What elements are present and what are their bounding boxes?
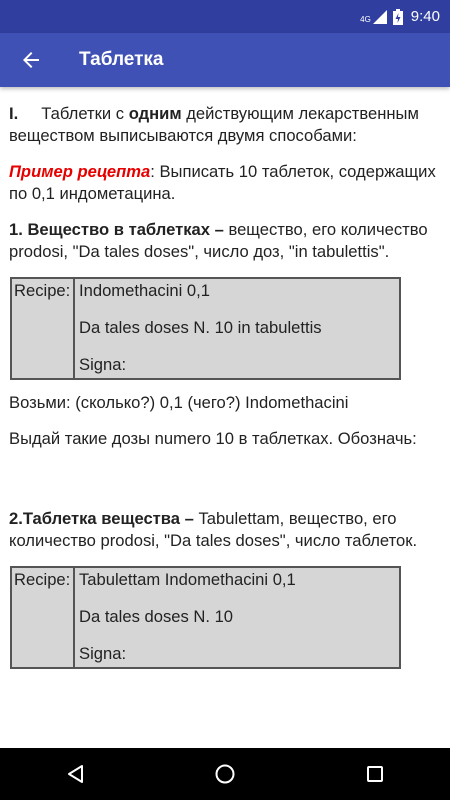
example-paragraph: [9, 161, 441, 205]
recipe-line: Tabulettam Indomethacini 0,1: [79, 570, 296, 589]
recipe-label: Recipe:: [11, 567, 74, 668]
system-nav-bar: [0, 748, 450, 800]
example-text: : Выписать 10 таблеток, содержащих по 0,1 индометацина.: [9, 162, 436, 203]
method1-heading: 1. Вещество в таблетках –: [9, 220, 224, 239]
intro-text-before: Таблетки с: [41, 104, 129, 123]
recipe-table-1: [10, 277, 401, 380]
method1-paragraph: [9, 219, 441, 263]
nav-back-button[interactable]: [45, 748, 105, 800]
clock: 9:40: [410, 8, 440, 25]
nav-recents-icon: [365, 764, 385, 784]
app-bar: [0, 33, 450, 87]
recipe-line: Da tales doses N. 10: [79, 607, 234, 626]
recipe-line: Da tales doses N. 10 in tabulettis: [79, 318, 322, 337]
nav-home-button[interactable]: [195, 748, 255, 800]
recipe-line: Signa:: [79, 355, 127, 374]
explain-line-2: Выдай такие дозы numero 10 в таблетках. Обозначь:: [9, 429, 417, 448]
recipe-line: Indomethacini 0,1: [79, 281, 210, 300]
example-label: Пример рецепта: [9, 162, 151, 181]
back-button[interactable]: [0, 33, 62, 87]
method2-heading: 2.Таблетка вещества –: [9, 509, 194, 528]
nav-home-icon: [214, 763, 236, 785]
nav-recents-button[interactable]: [345, 748, 405, 800]
cell-signal-icon: [360, 10, 387, 24]
recipe-line: Signa:: [79, 644, 127, 663]
intro-numeral: I.: [9, 104, 19, 123]
intro-bold: одним: [128, 104, 182, 123]
recipe-table-2: [10, 566, 401, 669]
explain-line-1: Возьми: (сколько?) 0,1 (чего?) Indomethacini: [9, 393, 349, 412]
intro-paragraph: [9, 103, 441, 147]
nav-back-icon: [66, 764, 84, 784]
article-content[interactable]: [0, 87, 450, 748]
method2-text: Tabulettam, вещество, его количество prodosi, "Da tales doses", число таблеток.: [9, 509, 418, 550]
method1-text: вещество, его количество prodosi, "Da tales doses", число доз, "in tabulettis".: [9, 220, 428, 261]
page-title: Таблетка: [79, 49, 164, 70]
arrow-back-icon: [21, 50, 41, 70]
recipe-label: Recipe:: [11, 278, 74, 379]
status-bar: [0, 0, 450, 33]
intro-text-after: действующим лекарственным веществом выписываются двумя способами:: [9, 104, 419, 145]
method2-paragraph: [9, 508, 441, 552]
network-type: 4G: [360, 14, 371, 24]
battery-charging-icon: [393, 9, 403, 25]
